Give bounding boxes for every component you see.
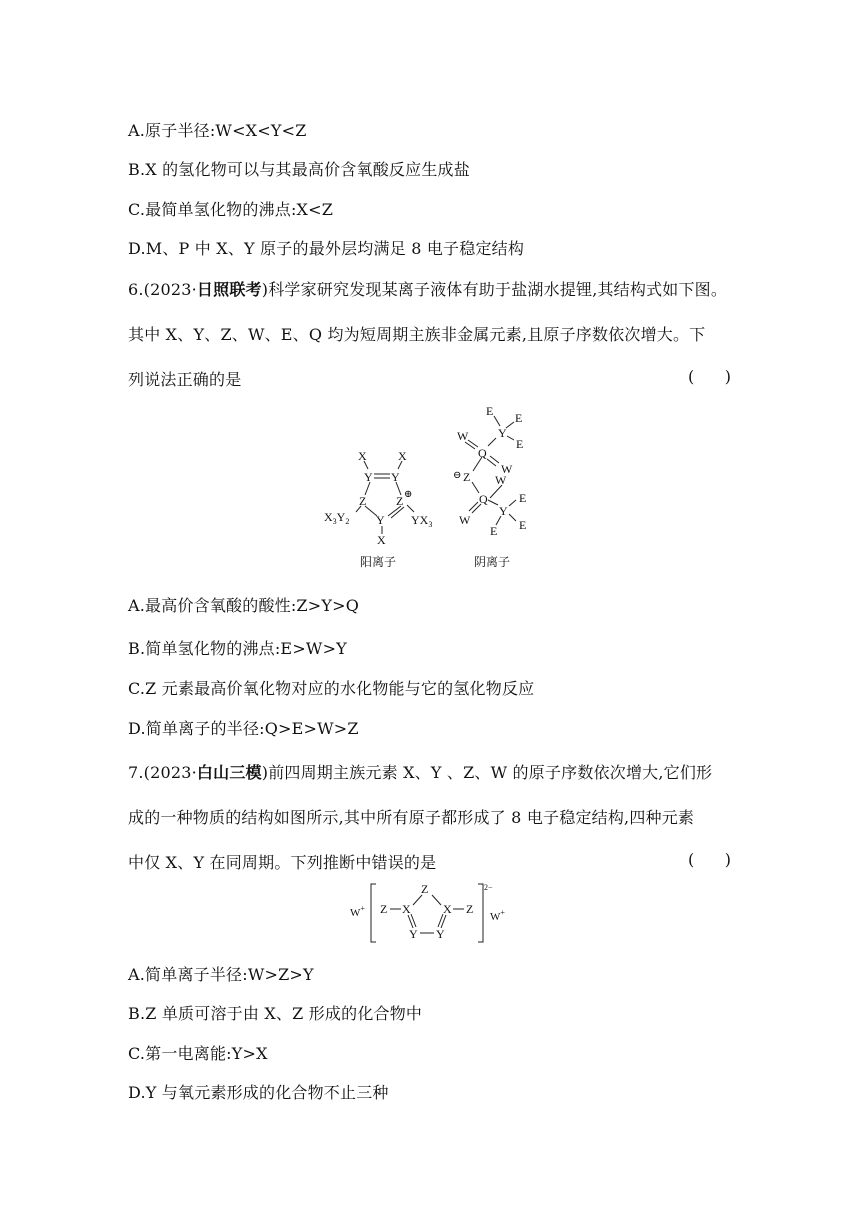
q6-year: 2023· [150,280,197,299]
q6-fig-minus-charge: ⊖ [453,470,462,481]
q6-fig-plus-charge: ⊕ [404,489,413,500]
q6-fig-y-bottom: Y [376,513,385,527]
q7-option-d: D.Y 与氧元素形成的化合物不止三种 [128,1083,389,1102]
q7-stem-line2: 成的一种物质的结构如图所示,其中所有原子都形成了 8 电子稳定结构,四种元素 [128,808,695,827]
q6-option-b: B.简单氢化物的沸点:E>W>Y [128,639,347,658]
q6-fig-e-bottom: E [490,524,498,538]
q6-fig-y-right: Y [391,470,400,484]
q6-structure-figure [318,402,540,572]
q7-fig-z-left: Z [380,902,388,916]
q7-answer-paren: ( ) [688,850,731,869]
q7-fig-x-right: X [443,902,452,916]
q7-stem-line1 [128,760,712,783]
q6-fig-y-top: Y [498,426,507,440]
q6-fig-e-top: E [486,404,494,418]
q5-option-c: C.最简单氢化物的沸点:X<Z [128,200,334,219]
q6-fig-q-bottom: Q [479,492,488,506]
q6-source: 日照联考 [196,280,262,299]
q7-number: 7.( [128,763,151,782]
q6-fig-z-anion: Z [463,470,471,484]
q7-fig-w-left: W+ [350,904,365,919]
q6-stem-line1 [128,277,727,300]
q7-fig-z-top: Z [421,882,429,896]
q6-fig-x-bottom: X [377,533,386,547]
q7-stem-line3: 中仅 X、Y 在同周期。下列推断中错误的是 [128,853,437,872]
q6-fig-e-top-right: E [515,411,523,425]
q6-option-a: A.最高价含氧酸的酸性:Z>Y>Q [128,596,360,615]
q6-stem-line3: 列说法正确的是 [128,370,242,389]
q7-option-b: B.Z 单质可溶于由 X、Z 形成的化合物中 [128,1004,423,1023]
q7-fig-z-right: Z [466,902,474,916]
q6-fig-z-right: Z [396,494,404,508]
q6-fig-e-bottom-right: E [519,518,527,532]
q6-fig-w-right: W [501,462,513,476]
q6-close: ) [261,280,269,299]
q7-fig-y-left: Y [409,927,418,941]
q7-option-c: C.第一电离能:Y>X [128,1044,268,1063]
q6-fig-z-left: Z [359,494,367,508]
q6-fig-yx3-group: $YX_3$ [411,513,433,529]
q7-fig-w-right: W+ [490,908,505,923]
q6-fig-w-top-left: W [457,429,469,443]
q6-fig-x-top-right: X [398,449,407,463]
q7-source: 白山三模 [196,763,262,782]
q7-year: 2023· [150,763,197,782]
q6-stem-text1: 科学家研究发现某离子液体有助于盐湖水提锂,其结构式如下图。 [268,280,728,299]
q6-fig-w-mid: W [495,473,507,487]
q6-number: 6.( [128,280,151,299]
q7-option-a: A.简单离子半径:W>Z>Y [128,965,314,984]
q6-fig-y-bottom-anion: Y [499,504,508,518]
q7-fig-y-right: Y [436,927,445,941]
q6-stem-line2: 其中 X、Y、Z、W、E、Q 均为短周期主族非金属元素,且原子序数依次增大。下 [128,325,706,344]
q7-close: ) [261,763,269,782]
q5-option-b: B.X 的氢化物可以与其最高价含氧酸反应生成盐 [128,160,470,179]
q6-fig-e-mid-right: E [516,437,524,451]
q6-fig-q-top: Q [478,446,487,460]
q5-option-d: D.M、P 中 X、Y 原子的最外层均满足 8 电子稳定结构 [128,239,525,258]
q6-fig-w-bottom-left: W [459,513,471,527]
q6-fig-e-lower-right: E [519,491,527,505]
q6-option-c: C.Z 元素最高价氧化物对应的水化物能与它的氢化物反应 [128,679,535,698]
q7-stem-text1: 前四周期主族元素 X、Y 、Z、W 的原子序数依次增大,它们形 [268,763,713,782]
q6-answer-paren: ( ) [688,367,731,386]
q7-fig-anion-charge: 2− [484,883,493,892]
q6-option-d: D.简单离子的半径:Q>E>W>Z [128,719,359,738]
q7-fig-x-left: X [402,902,411,916]
q6-cation-caption: 阳离子 [360,555,397,569]
q6-fig-x3y2-group: $X_3Y_2$ [324,510,350,526]
q6-fig-y-left: Y [364,470,373,484]
q6-anion-caption: 阴离子 [474,555,511,569]
q7-structure-figure [340,880,520,946]
q6-fig-x-top-left: X [358,449,367,463]
q5-option-a: A.原子半径:W<X<Y<Z [128,121,307,140]
